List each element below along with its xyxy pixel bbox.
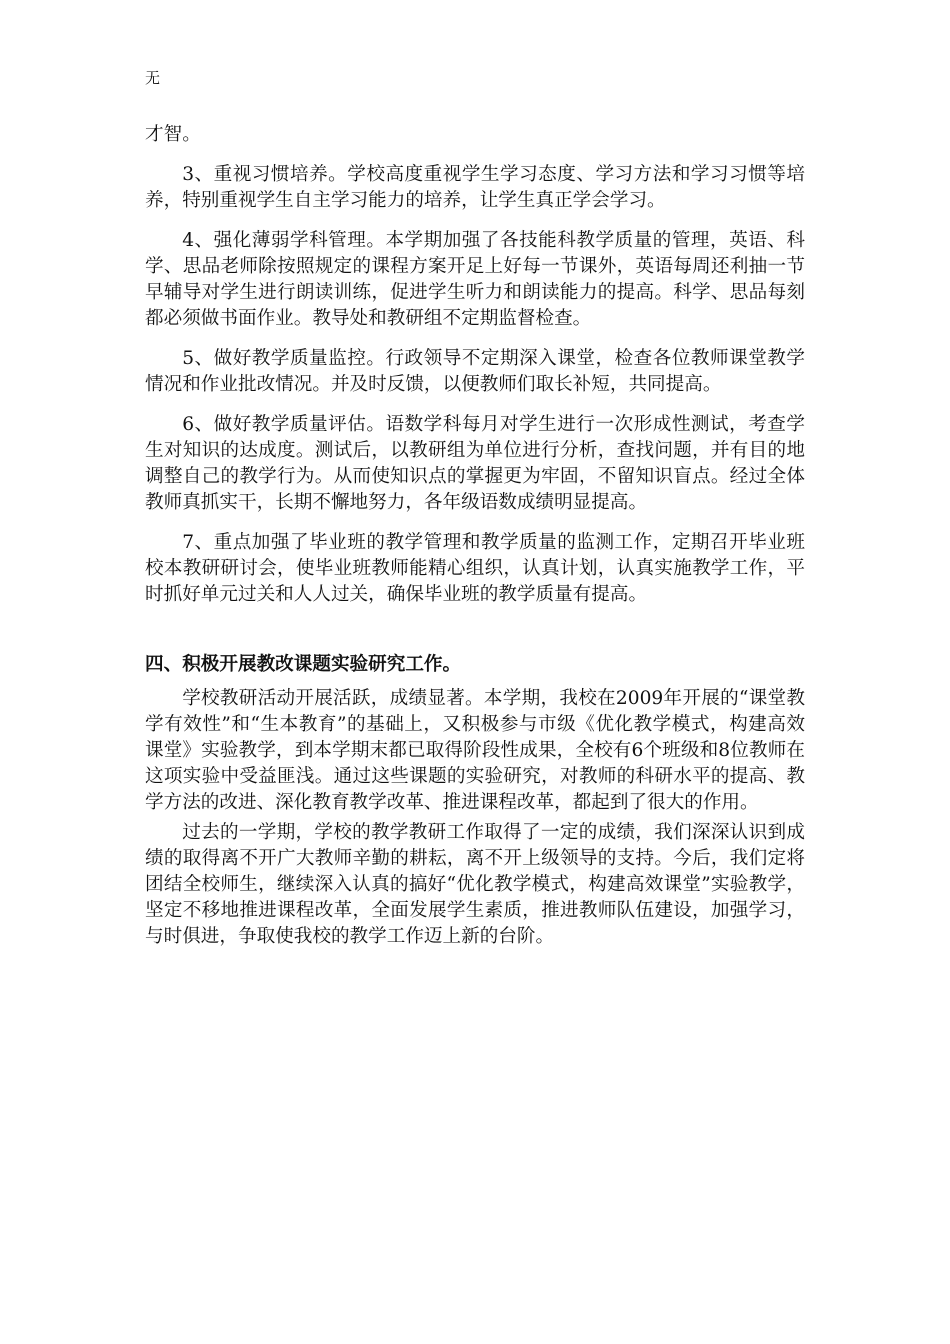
paragraph-item-6: 6、做好教学质量评估。语数学科每月对学生进行一次形成性测试，考查学生对知识的达成度。测试后，以教研组为单位进行分析，查找问题，并有目的地调整自己的教学行为。从而使知识点的掌握更为牢固，不留知识盲点。经过全体教师真抓实干，长期不懈地努力，各年级语数成绩明显提高。	[145, 414, 805, 513]
document-body	[145, 122, 805, 950]
paragraph-item-5: 5、做好教学质量监控。行政领导不定期深入课堂，检查各位教师课堂教学情况和作业批改情况。并及时反馈，以便教师们取长补短，共同提高。	[145, 348, 805, 395]
paragraph-item-7: 7、重点加强了毕业班的教学管理和教学质量的监测工作，定期召开毕业班校本教研研讨会，使毕业班教师能精心组织，认真计划，认真实施教学工作，平时抓好单元过关和人人过关，确保毕业班的教学质量有提高。	[145, 532, 805, 605]
section-paragraph-summary: 过去的一学期，学校的教学教研工作取得了一定的成绩，我们深深认识到成绩的取得离不开广大教师辛勤的耕耘，离不开上级领导的支持。今后，我们定将团结全校师生，继续深入认真的搞好“优化教学模式，构建高效课堂”实验教学，坚定不移地推进课程改革，全面发展学生素质，推进教师队伍建设，加强学习，与时俱进，争取使我校的教学工作迈上新的台阶。	[145, 822, 805, 947]
paragraph-item-3: 3、重视习惯培养。学校高度重视学生学习态度、学习方法和学习习惯等培养，特别重视学生自主学习能力的培养，让学生真正学会学习。	[145, 164, 805, 211]
page-header: 无	[145, 69, 161, 87]
paragraph-item-4: 4、强化薄弱学科管理。本学期加强了各技能科教学质量的管理，英语、科学、思品老师除按照规定的课程方案开足上好每一节课外，英语每周还利抽一节早辅导对学生进行朗读训练，促进学生听力和朗读能力的提高。科学、思品每刻都必须做书面作业。教导处和教研组不定期监督检查。	[145, 230, 805, 329]
section-heading: 四、积极开展教改课题实验研究工作。	[145, 654, 462, 675]
paragraph-continuation: 才智。	[145, 124, 201, 145]
section-paragraph-research: 学校教研活动开展活跃，成绩显著。本学期，我校在2009年开展的“课堂教学有效性”和“生本教育”的基础上，又积极参与市级《优化教学模式，构建高效课堂》实验教学，到本学期末都已取得阶段性成果，全校有6个班级和8位教师在这项实验中受益匪浅。通过这些课题的实验研究，对教师的科研水平的提高、教学方法的改进、深化教育教学改革、推进课程改革，都起到了很大的作用。	[145, 688, 805, 813]
